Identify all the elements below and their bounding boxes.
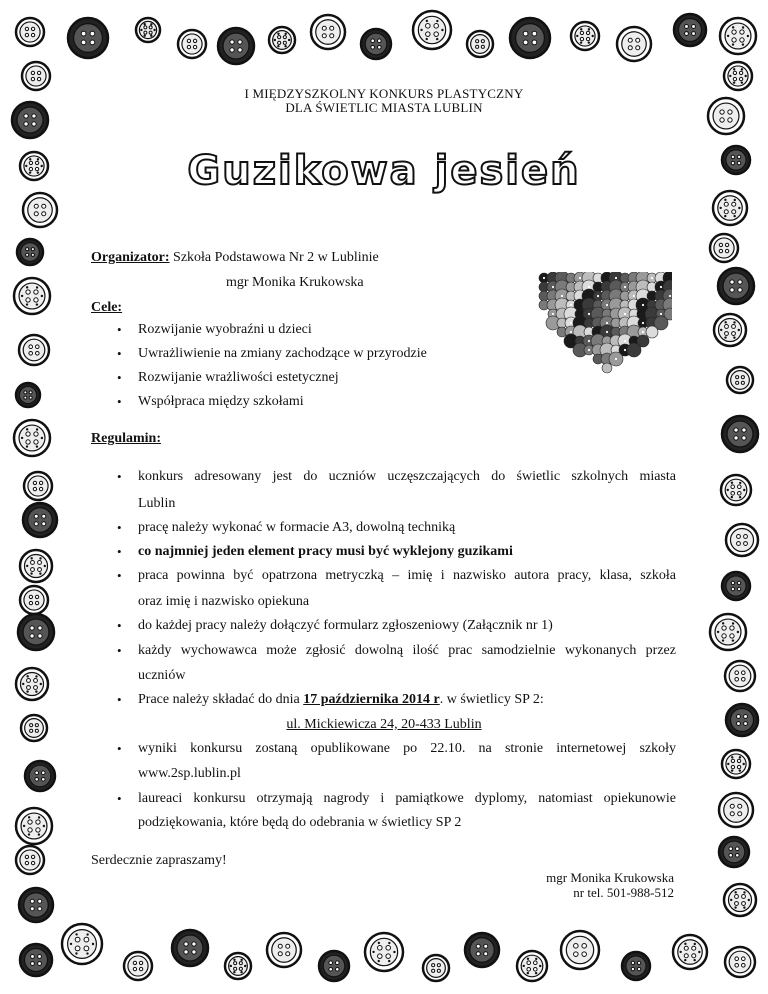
rule-item-line-bold: co najmniej jeden element pracy musi być wyklejony guzikami: [138, 544, 513, 559]
bullet-icon: •: [117, 544, 122, 559]
button-icon: [136, 18, 160, 42]
button-icon: [510, 18, 550, 58]
goal-item: Rozwijanie wyobraźni u dzieci: [138, 322, 312, 337]
button-icon: [19, 888, 53, 922]
rule-item-line: uczniów: [138, 668, 186, 683]
rule-item-line: Lublin: [138, 496, 176, 511]
page-title: Guzikowa jesień: [187, 148, 581, 194]
header-line-2: DLA ŚWIETLIC MIASTA LUBLIN: [285, 100, 483, 115]
organizer-person: mgr Monika Krukowska: [226, 275, 364, 290]
button-heart-image: [536, 272, 672, 384]
button-icon: [674, 14, 706, 46]
bullet-icon: •: [117, 520, 122, 535]
button-icon: [722, 416, 758, 452]
rule-item-line: podziękowania, które będą do odebrania w świetlicy SP 2: [138, 815, 462, 830]
bullet-icon: •: [117, 469, 122, 484]
bullet-icon: •: [117, 692, 122, 707]
bullet-icon: •: [117, 741, 122, 756]
address-line: ul. Mickiewicza 24, 20-433 Lublin: [286, 717, 482, 732]
deadline-text-start: Prace należy składać do dnia: [138, 692, 304, 707]
rule-item-line: pracę należy wykonać w formacie A3, dowolną techniką: [138, 520, 456, 535]
button-icon: [727, 367, 753, 393]
rule-item-line: [138, 692, 544, 708]
button-icon: [23, 503, 57, 537]
button-icon: [722, 572, 750, 600]
button-icon: [725, 947, 755, 977]
button-icon: [465, 933, 499, 967]
rule-item-line: każdy wychowawca może zgłosić dowolną ilość prac samodzielnie wykonanych przez: [138, 643, 676, 658]
button-icon: [24, 472, 52, 500]
header-line-1: I MIĘDZYSZKOLNY KONKURS PLASTYCZNY: [244, 86, 524, 101]
button-icon: [311, 15, 345, 49]
button-icon: [571, 22, 599, 50]
button-icon: [673, 935, 707, 969]
button-icon: [725, 661, 755, 691]
bullet-icon: •: [117, 568, 122, 583]
button-icon: [722, 750, 750, 778]
rule-item-line: oraz imię i nazwisko opiekuna: [138, 594, 310, 609]
button-icon: [25, 761, 55, 791]
button-icon: [23, 193, 57, 227]
goal-item: Współpraca między szkołami: [138, 394, 304, 409]
button-icon: [19, 335, 49, 365]
button-icon: [724, 884, 756, 916]
button-icon: [68, 18, 108, 58]
button-icon: [467, 31, 493, 57]
button-icon: [423, 955, 449, 981]
bullet-icon: •: [117, 791, 122, 806]
button-icon: [622, 952, 650, 980]
button-icon: [361, 29, 391, 59]
button-icon: [225, 953, 251, 979]
button-icon: [14, 278, 50, 314]
button-icon: [413, 11, 451, 49]
button-icon: [16, 668, 48, 700]
button-icon: [718, 268, 754, 304]
button-icon: [16, 18, 44, 46]
button-icon: [561, 931, 599, 969]
signature-name: mgr Monika Krukowska: [546, 870, 674, 885]
button-icon: [18, 614, 54, 650]
button-icon: [16, 808, 52, 844]
bullet-icon: •: [117, 394, 122, 409]
button-icon: [617, 27, 651, 61]
button-icon: [20, 944, 52, 976]
button-icon: [124, 952, 152, 980]
deadline-date: 17 października 2014 r: [303, 692, 440, 707]
button-icon: [714, 314, 746, 346]
organizer-label: Organizator:: [91, 250, 170, 265]
rule-item-line: www.2sp.lublin.pl: [138, 766, 241, 781]
button-icon: [720, 18, 756, 54]
button-icon: [16, 846, 44, 874]
goal-item: Uwrażliwienie na zmiany zachodzące w przyrodzie: [138, 346, 427, 361]
button-icon: [517, 951, 547, 981]
bullet-icon: •: [117, 643, 122, 658]
button-icon: [726, 524, 758, 556]
organizer-school: Szkoła Podstawowa Nr 2 w Lublinie: [173, 250, 379, 265]
rule-item-line: laureaci konkursu otrzymają nagrody i pamiątkowe dyplomy, natomiast opiekunowie: [138, 791, 676, 806]
closing-text: Serdecznie zapraszamy!: [91, 853, 227, 868]
bullet-icon: •: [117, 322, 122, 337]
button-icon: [178, 30, 206, 58]
button-icon: [20, 586, 48, 614]
button-icon: [710, 614, 746, 650]
goals-label: Cele:: [91, 300, 123, 315]
button-icon: [172, 930, 208, 966]
rule-item-line: praca powinna być opatrzona metryczką – imię i nazwisko autora pracy, klasa, szkoła: [138, 568, 676, 583]
button-icon: [319, 951, 349, 981]
button-icon: [719, 837, 749, 867]
rules-label: Regulamin:: [91, 431, 161, 446]
button-icon: [269, 27, 295, 53]
organizer-line: [91, 250, 379, 266]
signature-phone: nr tel. 501-988-512: [573, 885, 674, 900]
bullet-icon: •: [117, 346, 122, 361]
button-icon: [721, 475, 751, 505]
goal-item: Rozwijanie wrażliwości estetycznej: [138, 370, 339, 385]
button-icon: [365, 933, 403, 971]
button-icon: [20, 550, 52, 582]
button-icon: [713, 191, 747, 225]
button-icon: [17, 239, 43, 265]
rule-item-line: wyniki konkursu zostaną opublikowane po 22.10. na stronie internetowej szkoły: [138, 741, 676, 756]
rule-item-line: konkurs adresowany jest do uczniów uczęszczających do świetlic szkolnych miasta: [138, 469, 676, 484]
bullet-icon: •: [117, 370, 122, 385]
button-icon: [710, 234, 738, 262]
button-icon: [267, 933, 301, 967]
deadline-text-end: . w świetlicy SP 2:: [439, 692, 544, 707]
bullet-icon: •: [117, 618, 122, 633]
button-icon: [16, 383, 40, 407]
rule-item-line: do każdej pracy należy dołączyć formularz zgłoszeniowy (Załącznik nr 1): [138, 618, 553, 633]
button-icon: [218, 28, 254, 64]
button-icon: [719, 793, 753, 827]
button-icon: [14, 420, 50, 456]
button-icon: [62, 924, 102, 964]
